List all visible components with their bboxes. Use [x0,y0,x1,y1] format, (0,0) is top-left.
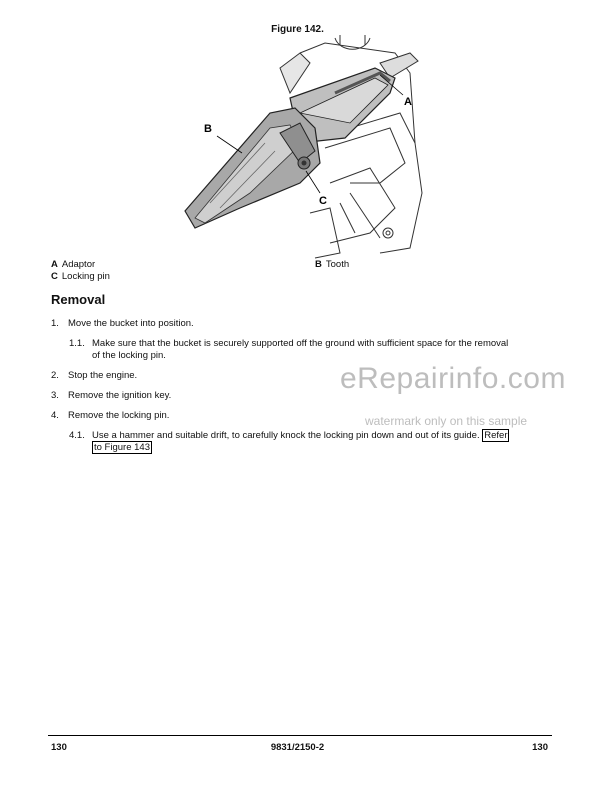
legend-key: B [315,259,322,270]
step-number: 3. [51,390,59,401]
step-3 [51,390,351,402]
footer-page-right: 130 [532,742,548,753]
step-text: Remove the locking pin. [68,410,170,421]
step-1-1 [69,338,559,362]
step-text-line1: Make sure that the bucket is securely supported off the ground with sufficient space for the removal [92,338,509,349]
legend-item-b [315,259,349,271]
step-number: 4.1. [69,430,85,441]
step-1 [51,318,551,330]
step-number: 4. [51,410,59,421]
footer-divider [48,735,552,736]
step-text: Move the bucket into position. [68,318,194,329]
step-text-line1 [92,430,509,442]
step-number: 1.1. [69,338,85,349]
figure-title: Figure 142. [271,24,324,35]
section-heading: Removal [51,292,106,307]
legend-item-c [51,271,110,283]
step-text: Stop the engine. [68,370,138,381]
step-text-line2 [92,442,152,454]
legend-text: Adaptor [61,259,96,270]
step-4-1 [69,430,559,454]
step-number: 2. [51,370,59,381]
callout-c: C [319,195,327,207]
legend-key: C [51,271,58,282]
figure-reference-link[interactable]: Refer [484,430,508,441]
step-text: Remove the ignition key. [68,390,172,401]
step-number: 1. [51,318,59,329]
legend-item-a [51,259,95,271]
footer-page-left: 130 [51,742,67,753]
step-text-line2: of the locking pin. [92,349,166,361]
callout-b: B [204,123,212,135]
legend-text: Tooth [325,259,350,270]
callout-a: A [404,96,412,108]
step-text: Use a hammer and suitable drift, to carefully knock the locking pin down and out of its guide. [92,430,480,441]
step-2 [51,370,351,382]
legend-text: Locking pin [61,271,110,282]
watermark-note: watermark only on this sample [365,414,528,428]
figure-reference-link-cont[interactable]: to Figure 143 [94,441,150,453]
step-4 [51,410,351,422]
legend-key: A [51,259,58,270]
footer-doc-number: 9831/2150-2 [270,742,325,753]
watermark-brand: eRepairinfo.com [340,362,566,395]
bucket-tooth-illustration [150,33,430,263]
